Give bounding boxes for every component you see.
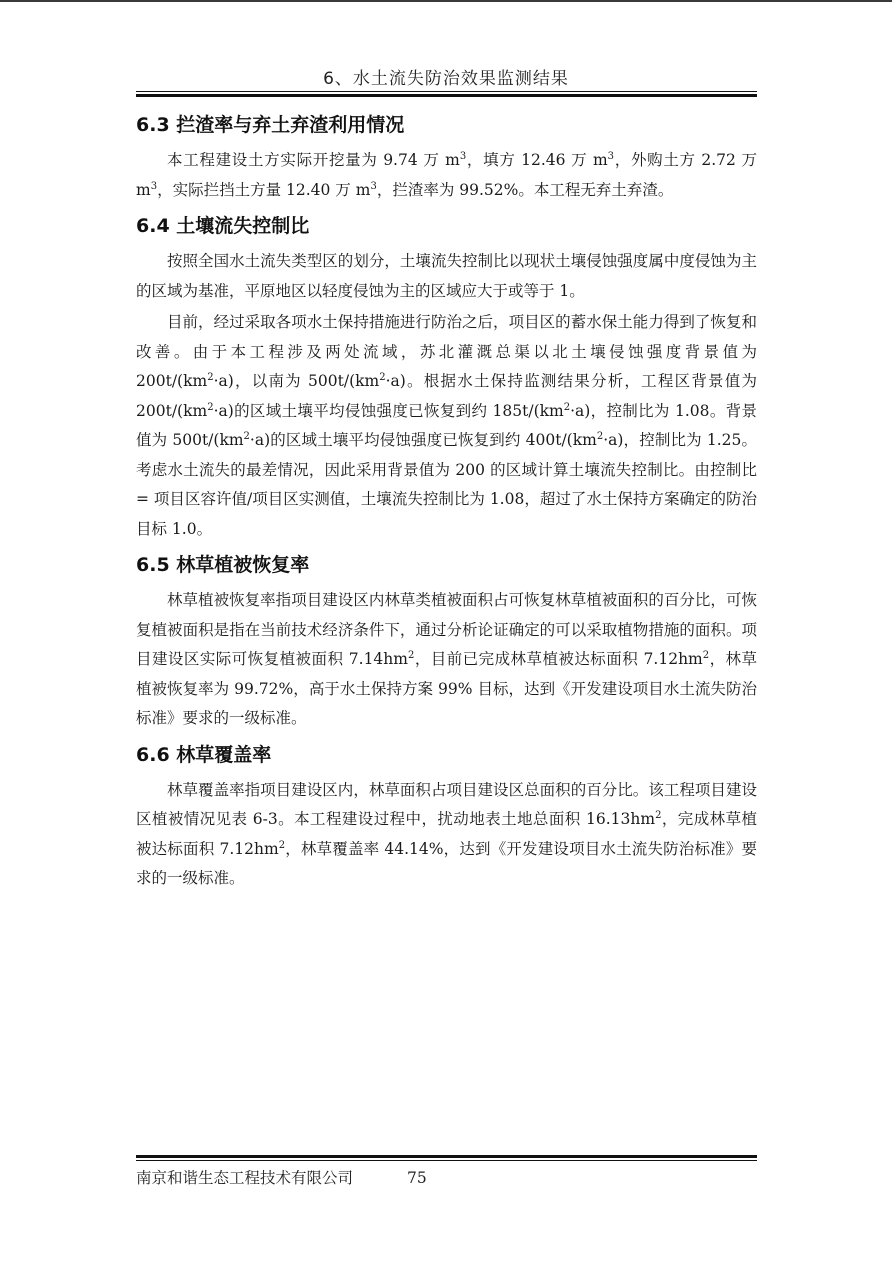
superscript: 2	[702, 649, 710, 661]
page-body	[136, 108, 757, 894]
superscript: 3	[370, 180, 377, 192]
superscript: 2	[243, 430, 250, 442]
superscript: 2	[379, 371, 386, 383]
section-6-5-paragraph-1: 林草植被恢复率指项目建设区内林草类植被面积占可恢复林草植被面积的百分比，可恢复植被面积是指在当前技术经济条件下，通过分析论证确定的可以采取植物措施的面积。项目建设区实际可恢复植被面积 $7.14hm^2$，目前已完成林草植被达标面积 $7.12hm^2$，林草植被恢复率为 99.72%，高于水土保持方案 99% 目标，达到《开发建设项目水土流失防治标准》要求的一级标准。	[136, 591, 757, 727]
section-6-4-paragraph-2: 目前，经过采取各项水土保持措施进行防治之后，项目区的蓄水保土能力得到了恢复和改善。由于本工程涉及两处流域，苏北灌溉总渠以北土壤侵蚀强度背景值为 $200t/(km^2\cdot a)$，以南为 $500t/(km^2\cdot a)$。根据水土保持监测结果分析，工程区背景值为 $200t/(km^2\cdot a)$的区域土壤平均侵蚀强度已恢复到约 $185t/(km^2\cdot a)$，控制比为 1.08。背景值为 $500t/(km^2\cdot a)$的区域土壤平均侵蚀强度已恢复到约 $400t/(km^2\cdot a)$，控制比为 1.25。考虑水土流失的最差情况，因此采用背景值为 200 的区域计算土壤流失控制比。由控制比 = 项目区容许值/项目区实测值，土壤流失控制比为 1.08，超过了水土保持方案确定的防治目标 1.0。	[136, 313, 757, 538]
section-heading-6-3: 6.3 拦渣率与弃土弃渣利用情况	[136, 114, 405, 136]
superscript: 3	[607, 150, 615, 162]
section-6-6-paragraph-1: 林草覆盖率指项目建设区内，林草面积占项目建设区总面积的百分比。该工程项目建设区植被情况见表 6-3。本工程建设过程中，扰动地表土地总面积 $16.13hm^2$，完成林草植被达标面积 $7.12hm^2$，林草覆盖率 44.14%，达到《开发建设项目水土流失防治标准》要求的一级标准。	[136, 780, 758, 887]
superscript: 3	[150, 180, 158, 192]
section-heading-6-4: 6.4 土壤流失控制比	[136, 215, 310, 237]
superscript: 2	[207, 401, 214, 413]
superscript: 2	[207, 371, 214, 383]
running-header-title: 6、水土流失防治效果监测结果	[323, 69, 569, 89]
footer-rule-thick	[136, 1155, 757, 1158]
section-6-3-paragraph-1: 本工程建设土方实际开挖量为 9.74 万 $m^3$，填方 12.46 万 $m^3$，外购土方 2.72 万 $m^3$，实际拦挡土方量 12.40 万 $m^3$，拦渣率为 99.52%。本工程无弃土弃渣。	[136, 150, 757, 199]
superscript: 3	[459, 150, 467, 162]
header-rule-thin	[136, 91, 757, 92]
section-heading-6-5: 6.5 林草植被恢复率	[136, 554, 310, 576]
footer-company-name: 南京和谐生态工程技术有限公司	[136, 1169, 354, 1187]
page-footer	[136, 1166, 427, 1188]
section-6-4-paragraph-1: 按照全国水土流失类型区的划分，土壤流失控制比以现状土壤侵蚀强度属中度侵蚀为主的区域为基准，平原地区以轻度侵蚀为主的区域应大于或等于 1。	[136, 252, 757, 300]
footer-rule-thin	[136, 1160, 757, 1161]
superscript: 2	[407, 649, 415, 661]
page-top-border	[0, 0, 892, 2]
page-number: 75	[407, 1169, 427, 1187]
superscript: 2	[596, 430, 604, 442]
superscript: 2	[655, 809, 662, 821]
header-rule-thick	[136, 94, 757, 97]
superscript: 2	[278, 839, 286, 851]
superscript: 2	[563, 401, 571, 413]
section-heading-6-6: 6.6 林草覆盖率	[136, 743, 272, 766]
